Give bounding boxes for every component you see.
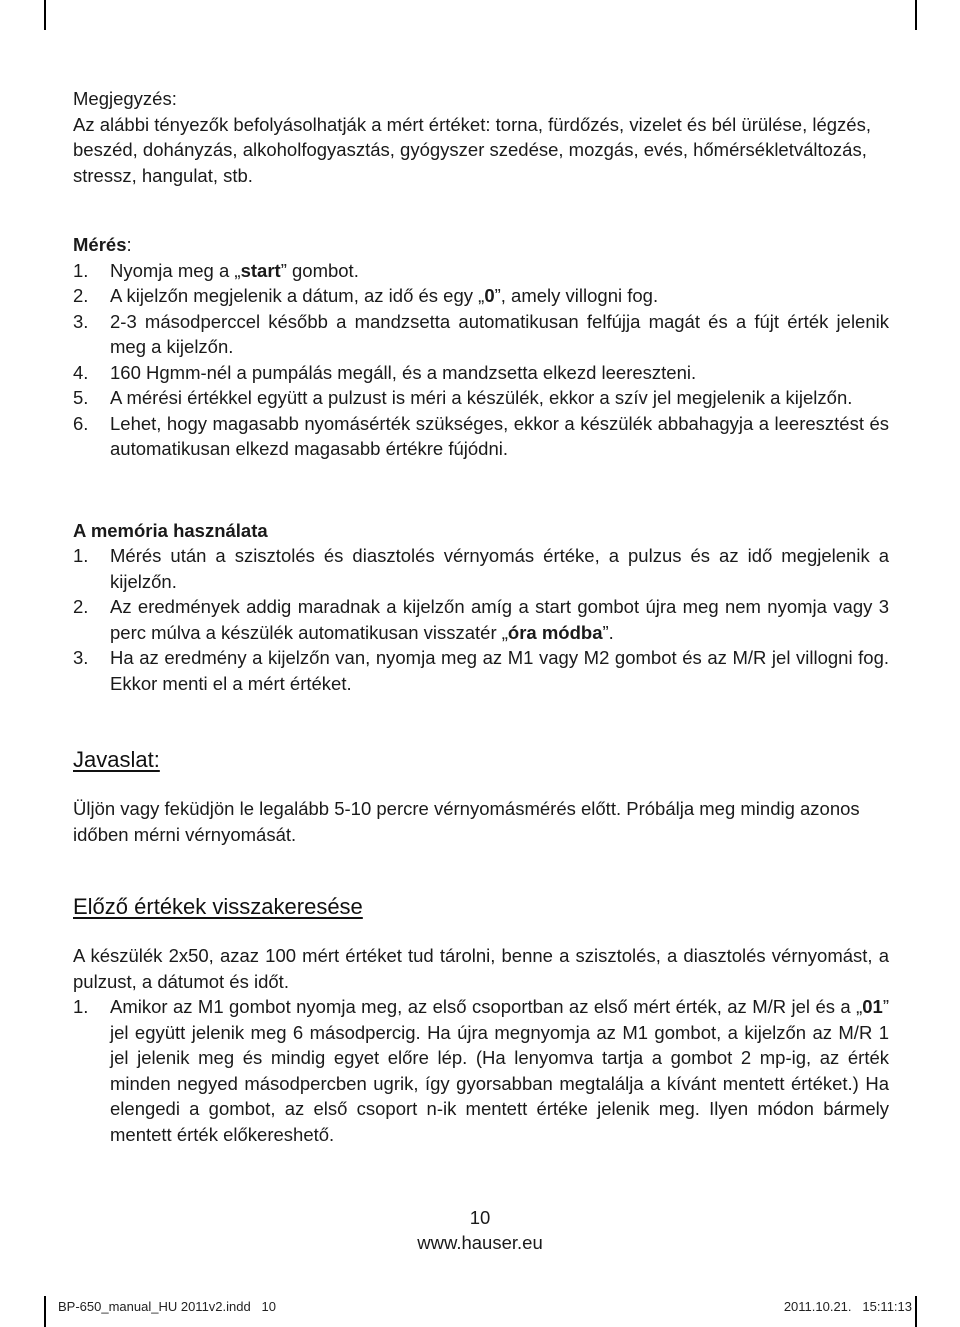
list-item: 1. Mérés után a szisztolés és diasztolés vérnyomás értéke, a pulzus és az idő megjelenik a kijelzőn.: [73, 545, 889, 592]
list-item: 4. 160 Hgmm-nél a pumpálás megáll, és a mandzsetta elkezd leereszteni.: [73, 361, 697, 383]
recall-section: [73, 893, 889, 1147]
manual-page: [73, 86, 889, 1147]
memory-section: [73, 518, 889, 697]
crop-mark-bottom-right: [915, 1296, 917, 1327]
recall-intro: A készülék 2x50, azaz 100 mért értéket tud tárolni, benne a szisztolés, a diasztolés vérnyomást, a pulzust, a dátumot és időt.: [73, 945, 889, 992]
crop-mark-top-left: [44, 0, 46, 30]
measurement-heading: Mérés:: [73, 234, 132, 255]
print-slug-date: 2011.10.21. 15:11:13: [783, 1299, 912, 1314]
measurement-list: [73, 258, 889, 462]
list-item: 3. Ha az eredmény a kijelzőn van, nyomja meg az M1 vagy M2 gombot és az M/R jel villogni fog. Ekkor menti el a mért értéket.: [73, 647, 889, 694]
recall-heading: Előző értékek visszakeresése: [73, 894, 363, 919]
advice-heading: Javaslat:: [73, 747, 160, 772]
advice-section: [73, 746, 889, 847]
list-item: 1. Amikor az M1 gombot nyomja meg, az első csoportban az első mért érték, az M/R jel és a „01” jel együtt jelenik meg 6 másodpercig. Ha újra megnyomja az M1 gombot, a kijelzőn az M/R 1 jel jelenik meg és mindig egyet előre lép. (Ha lenyomva tartja a gombot 2 mp-ig, az érték minden negyed másodpercben ugrik, így gyorsabban megtalálja a kívánt mentett értéket.) Ha elengedi a gombot, az első csoport n-ik mentett értéke jelenik meg. Ilyen módon bármely mentett érték előkereshető.: [73, 996, 889, 1145]
list-item: 3. 2-3 másodperccel később a mandzsetta automatikusan felfújja magát és a fújt érték jelenik meg a kijelzőn.: [73, 310, 889, 357]
note-heading: Megjegyzés:: [73, 88, 177, 109]
list-item: 1. Nyomja meg a „start” gombot.: [73, 259, 359, 281]
memory-heading: A memória használata: [73, 519, 268, 541]
note-section: [73, 86, 889, 188]
list-item: 5. A mérési értékkel együtt a pulzust is méri a készülék, ekkor a szív jel megjelenik a kijelzőn.: [73, 387, 853, 408]
page-number: 10: [469, 1207, 491, 1228]
measurement-section: [73, 232, 889, 462]
note-text: Az alábbi tényezők befolyásolhatják a mért értéket: torna, fürdőzés, vizelet és bél ürülése, légzés, beszéd, dohányzás, alkoholfogyasztás, gyógyszer szedése, mozgás, evés, hőmérsékletváltozás, stressz, hangulat, stb.: [73, 113, 871, 186]
recall-list: [73, 994, 889, 1147]
crop-mark-top-right: [915, 0, 917, 30]
website-link[interactable]: www.hauser.eu: [417, 1232, 543, 1253]
list-item: 2. A kijelzőn megjelenik a dátum, az idő és egy „0”, amely villogni fog.: [73, 285, 659, 306]
memory-list: [73, 543, 889, 696]
crop-mark-bottom-left: [44, 1296, 46, 1327]
list-item: 6. Lehet, hogy magasabb nyomásérték szükséges, ekkor a készülék abbahagyja a leeresztést és automatikusan elkezd magasabb értékre fújódni.: [73, 412, 889, 459]
print-slug-file: BP-650_manual_HU 2011v2.indd 10: [58, 1299, 277, 1314]
list-item: 2. Az eredmények addig maradnak a kijelzőn amíg a start gombot újra meg nem nyomja vagy 3 perc múlva a készülék automatikusan visszatér „óra módba”.: [73, 596, 889, 643]
advice-text: Üljön vagy feküdjön le legalább 5-10 percre vérnyomásmérés előtt. Próbálja meg mindig azonos időben mérni vérnyomását.: [73, 798, 860, 845]
